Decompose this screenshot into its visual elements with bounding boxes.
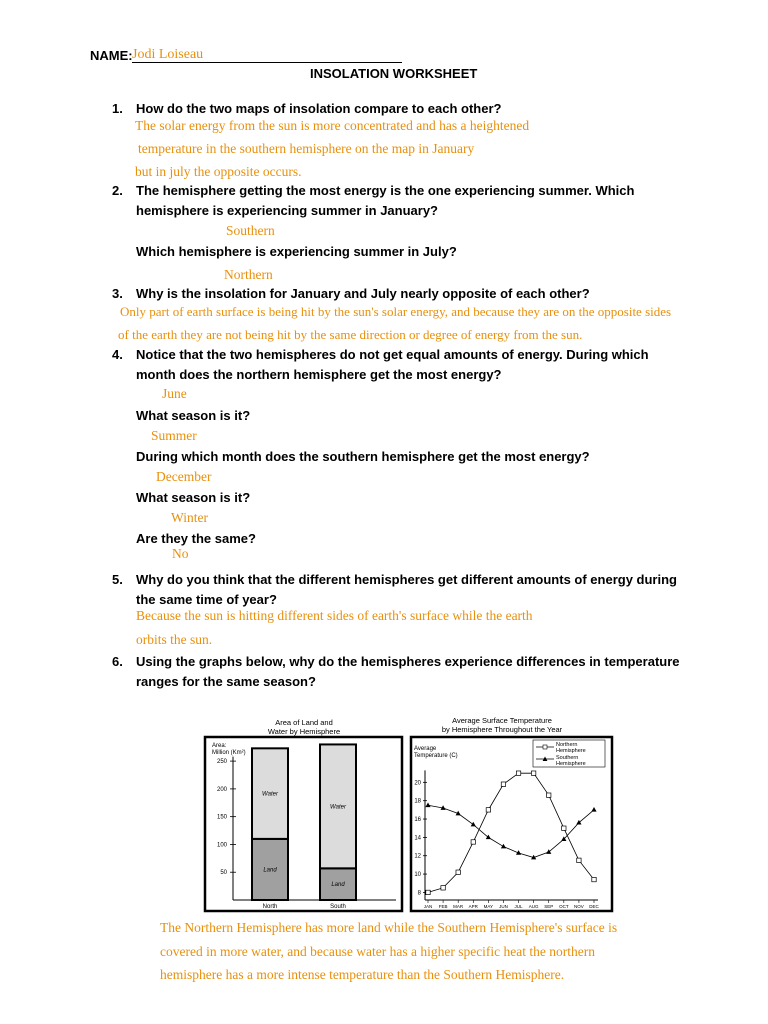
answer-6-line-2: covered in more water, and because water has a higher specific heat the northern <box>160 944 596 959</box>
point-northern <box>547 793 551 797</box>
land-water-chart <box>200 712 406 914</box>
x-tick-label: OCT <box>559 904 569 909</box>
point-northern <box>456 870 460 874</box>
y-tick-label: 16 <box>414 817 421 824</box>
point-northern <box>592 877 596 881</box>
x-tick-label: APR <box>468 904 478 909</box>
point-northern <box>531 771 535 775</box>
question-2-number: 2. <box>112 183 123 198</box>
x-tick-label: MAR <box>453 904 464 909</box>
answer-2-january: Southern <box>226 223 275 238</box>
x-category-label: South <box>330 904 346 910</box>
y-tick-label: 8 <box>417 890 421 897</box>
y-tick-label: 14 <box>414 835 421 842</box>
x-tick-label: JUN <box>499 904 508 909</box>
point-northern <box>577 858 581 862</box>
point-northern <box>426 890 430 894</box>
answer-2-july: Northern <box>224 267 273 282</box>
question-2-text-line-1: The hemisphere getting the most energy is the one experiencing summer. Which <box>136 183 635 198</box>
answer-1-line-2: temperature in the southern hemisphere on the map in January <box>138 141 475 156</box>
question-5-text-line-2: the same time of year? <box>136 592 277 607</box>
point-northern <box>516 771 520 775</box>
legend-label-northern-1: Northern <box>556 742 578 748</box>
land-water-ylabel-1: Area: <box>212 743 227 749</box>
land-water-chart-frame <box>205 737 402 911</box>
y-tick-label: 10 <box>414 872 421 879</box>
bar-land-label: Land <box>331 882 345 889</box>
answer-4-season-south: Winter <box>171 510 208 525</box>
point-northern <box>486 808 490 812</box>
land-water-chart-title-1: Area of Land and <box>275 718 333 727</box>
answer-4-season-north: Summer <box>151 428 197 443</box>
y-tick-label: 250 <box>216 759 227 766</box>
answer-1-line-3: but in july the opposite occurs. <box>135 164 302 179</box>
x-category-label: North <box>262 904 278 910</box>
worksheet-title: INSOLATION WORKSHEET <box>310 66 478 81</box>
y-tick-label: 100 <box>216 842 227 849</box>
question-5-number: 5. <box>112 572 123 587</box>
y-tick-label: 12 <box>414 853 421 860</box>
bar-land-label: Land <box>263 867 277 874</box>
answer-6-line-3: hemisphere has a more intense temperature than the Southern Hemisphere. <box>160 967 565 982</box>
answer-3-line-2: of the earth they are not being hit by the same direction or degree of energy from the sun. <box>118 327 583 342</box>
question-4-text-line-2: month does the northern hemisphere get the most energy? <box>136 367 502 382</box>
answer-5-line-2: orbits the sun. <box>136 632 213 647</box>
question-6-text-line-2: ranges for the same season? <box>136 674 316 689</box>
temperature-ylabel-1: Average <box>414 746 437 752</box>
temperature-chart-title-2: by Hemisphere Throughout the Year <box>441 725 563 734</box>
question-1-number: 1. <box>112 101 123 116</box>
point-northern <box>471 840 475 844</box>
x-tick-label: JUL <box>514 904 523 909</box>
answer-6-line-1: The Northern Hemisphere has more land while the Southern Hemisphere's surface is <box>160 920 618 935</box>
temperature-chart <box>408 712 616 914</box>
x-tick-label: AUG <box>528 904 539 909</box>
answer-1-line-1: The solar energy from the sun is more concentrated and has a heightened <box>135 118 530 133</box>
question-4-sub-2: During which month does the southern hemisphere get the most energy? <box>136 449 590 464</box>
question-2-text-line-2: hemisphere is experiencing summer in January? <box>136 203 439 218</box>
answer-4-same: No <box>172 546 189 561</box>
bar-water-label: Water <box>330 804 346 811</box>
y-tick-label: 50 <box>220 870 227 877</box>
y-tick-label: 18 <box>414 798 421 805</box>
question-2-sub: Which hemisphere is experiencing summer in July? <box>136 244 457 259</box>
legend-label-northern-2: Hemisphere <box>556 748 586 754</box>
x-tick-label: NOV <box>574 904 584 909</box>
legend-marker-northern <box>543 745 547 749</box>
x-tick-label: JAN <box>423 904 433 909</box>
name-value: Jodi Loiseau <box>132 47 204 62</box>
x-tick-label: MAY <box>483 904 494 909</box>
x-tick-label: SEP <box>544 904 554 909</box>
legend-label-southern-2: Hemisphere <box>556 761 586 767</box>
point-northern <box>441 886 445 890</box>
question-3-number: 3. <box>112 286 123 301</box>
x-tick-label: DEC <box>589 904 599 909</box>
y-tick-label: 150 <box>216 814 227 821</box>
temperature-ylabel-2: Temperature (C) <box>414 753 458 759</box>
bar-water-label: Water <box>262 791 278 798</box>
answer-4-month-south: December <box>156 469 212 484</box>
temperature-chart-title-1: Average Surface Temperature <box>452 716 552 725</box>
question-5-text-line-1: Why do you think that the different hemispheres get different amounts of energy during <box>136 572 677 587</box>
question-4-sub-4: Are they the same? <box>136 531 256 546</box>
question-6-number: 6. <box>112 654 123 669</box>
question-1-text: How do the two maps of insolation compare to each other? <box>136 101 502 116</box>
question-3-text: Why is the insolation for January and July nearly opposite of each other? <box>136 286 590 301</box>
question-4-number: 4. <box>112 347 123 362</box>
x-tick-label: FEB <box>438 904 448 909</box>
land-water-chart-title-2: Water by Hemisphere <box>267 727 341 736</box>
question-4-text-line-1: Notice that the two hemispheres do not get equal amounts of energy. During which <box>136 347 649 362</box>
question-4-sub-1: What season is it? <box>136 408 251 423</box>
point-northern <box>501 782 505 786</box>
answer-4-month-north: June <box>162 386 187 401</box>
point-northern <box>562 826 566 830</box>
answer-3-line-1: Only part of earth surface is being hit by the sun's solar energy, and because they are on the opposite sides <box>120 304 672 319</box>
name-label: NAME: <box>90 48 133 63</box>
land-water-ylabel-2: Million (Km²) <box>212 750 246 756</box>
question-4-sub-3: What season is it? <box>136 490 251 505</box>
legend-label-southern-1: Southern <box>556 755 579 761</box>
y-tick-label: 200 <box>216 786 227 793</box>
answer-5-line-1: Because the sun is hitting different sides of earth's surface while the earth <box>136 608 533 623</box>
name-field[interactable] <box>132 45 402 63</box>
question-6-text-line-1: Using the graphs below, why do the hemispheres experience differences in temperature <box>136 654 680 669</box>
y-tick-label: 20 <box>414 780 421 787</box>
